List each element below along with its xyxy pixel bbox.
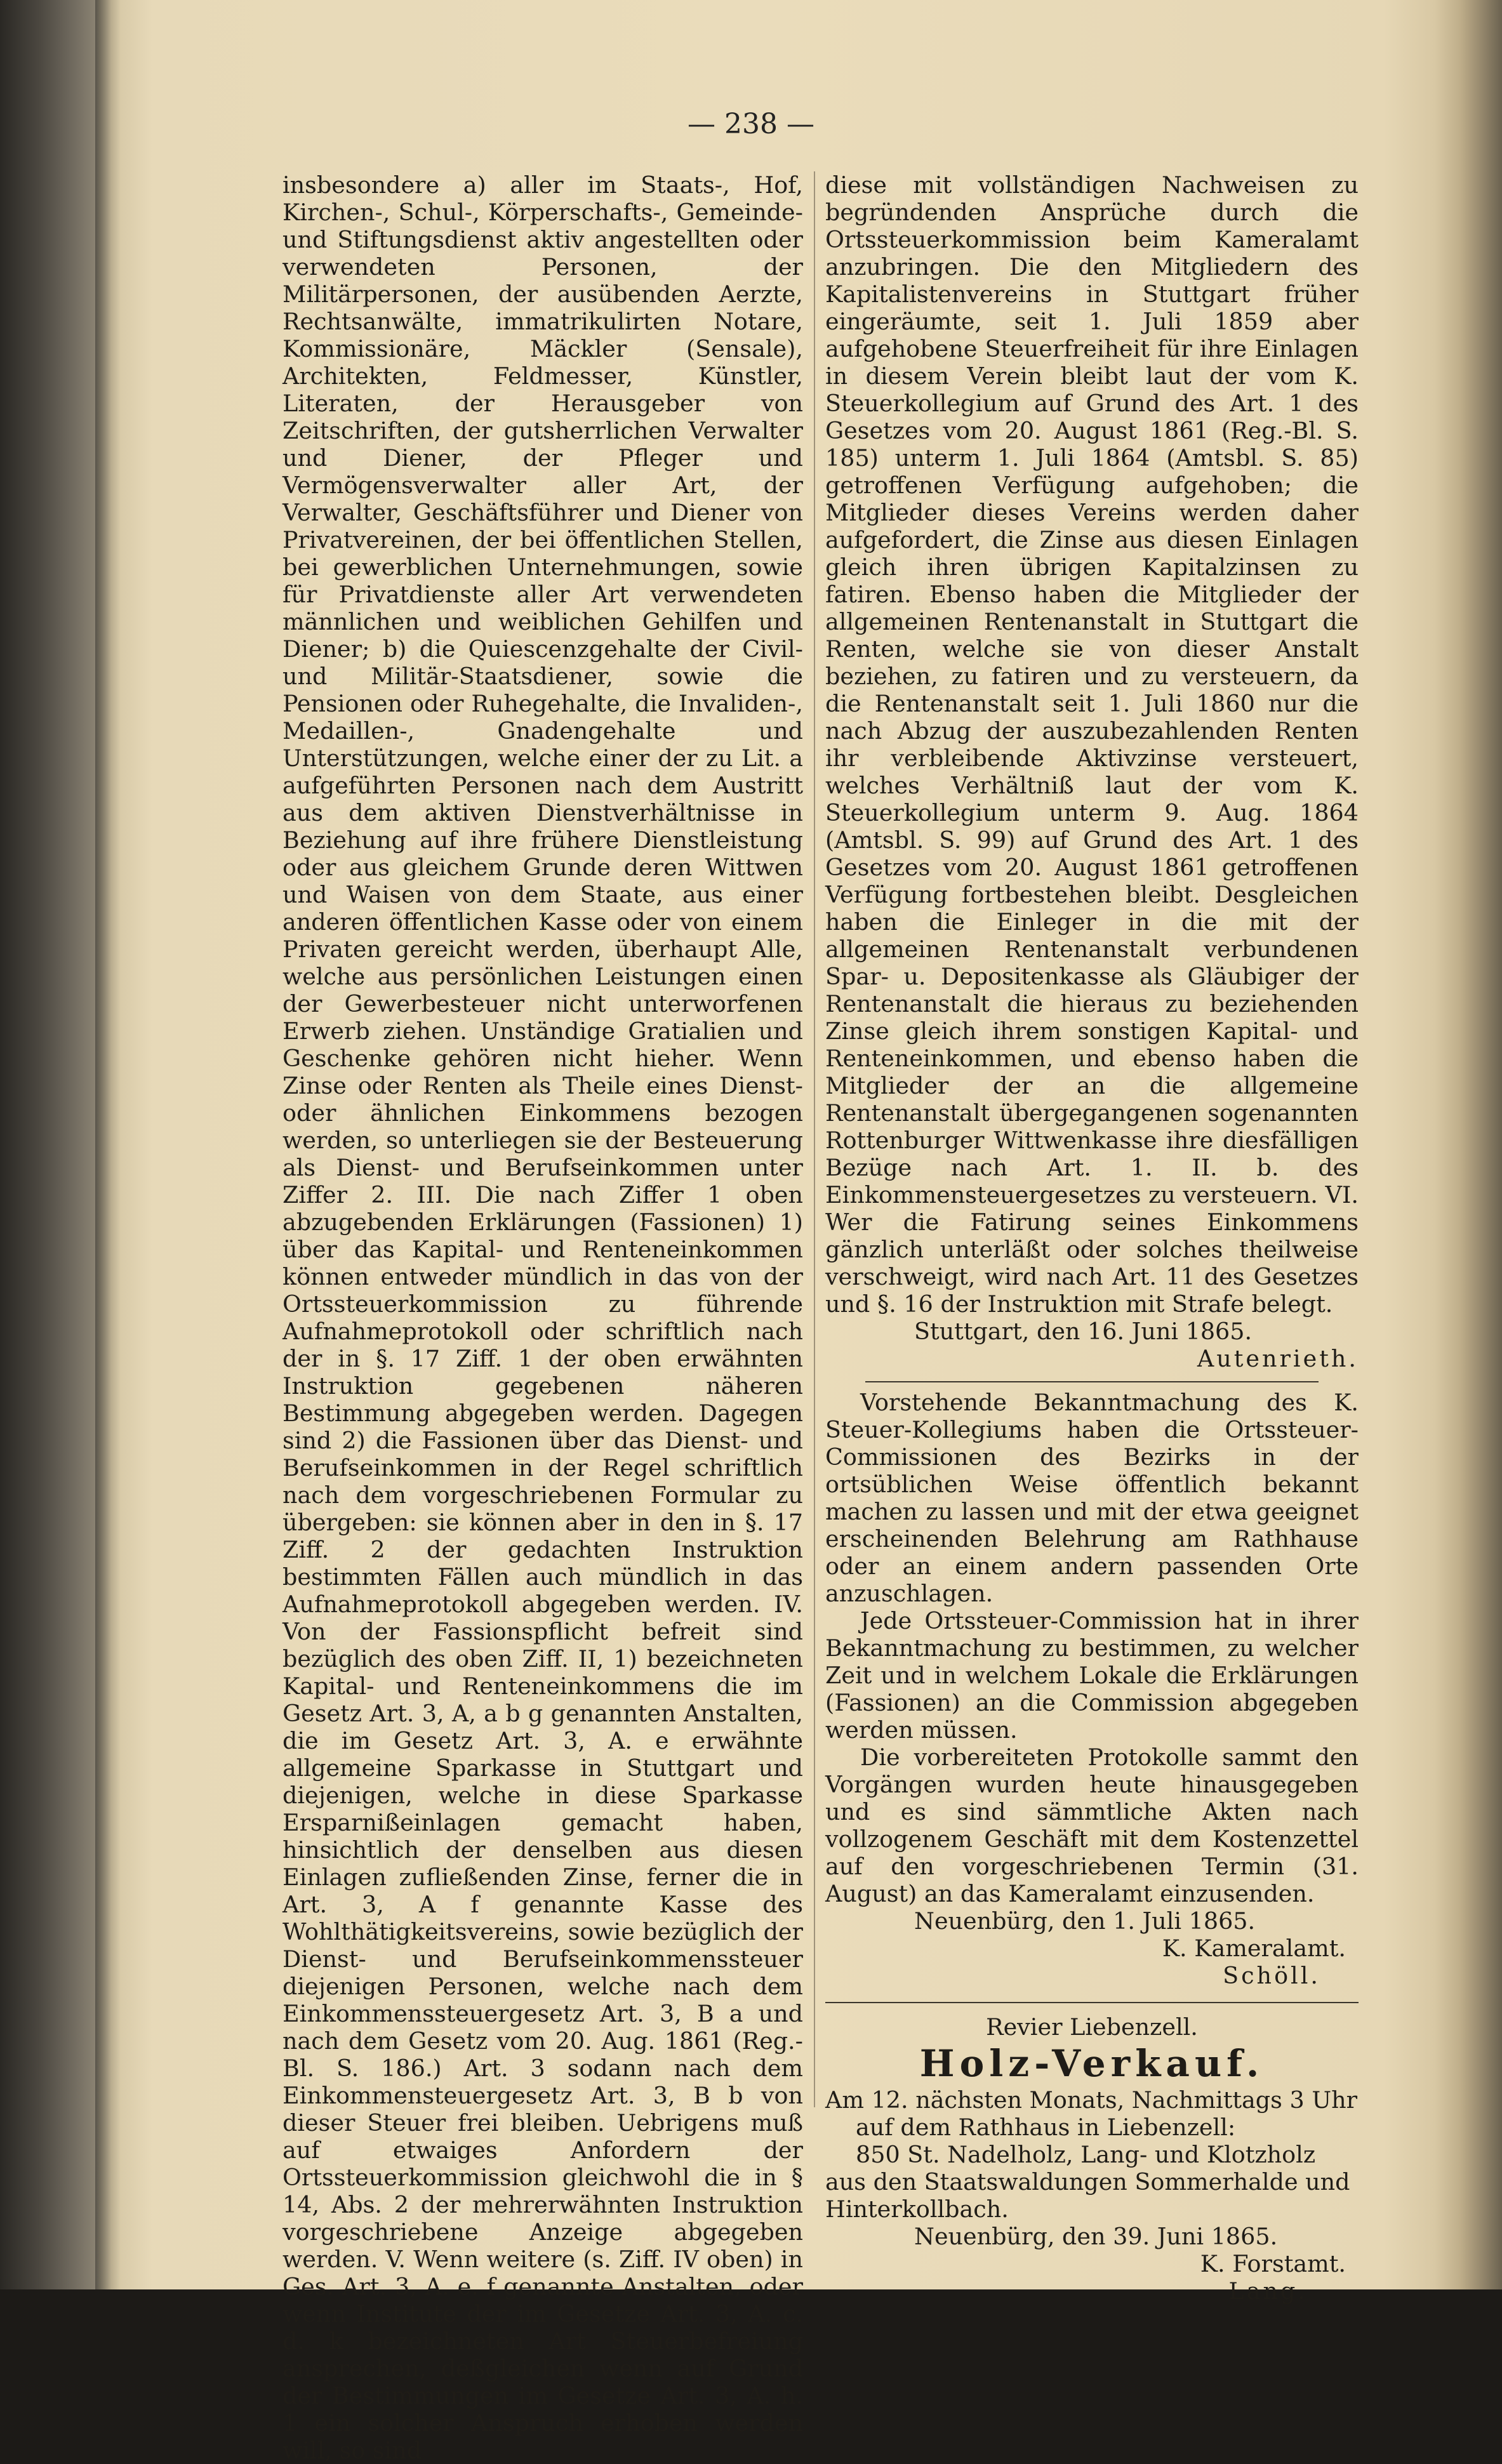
office-kameralamt: K. Kameralamt. [1162,1935,1346,1962]
sale-title: Holz-Verkauf. [919,2042,1265,2085]
page-number: — 238 — [688,108,814,140]
notice-header: Revier Liebenzell. [986,2013,1198,2041]
paragraph-announcement: Vorstehende Bekanntmachung des K. Steuer-Kollegiums haben die Ortssteuer-Commissionen des Bezirks in der ortsüblichen Weise öffentlich bekannt machen zu lassen und mit der etwa geeignet erscheinenden Belehrung am Rathhause oder an einem andern passenden Orte anzuschlagen. [825,1389,1359,1607]
place-date-neuenbuerg-2: Neuenbürg, den 39. Juni 1865. [914,2223,1278,2250]
signature-lang: Lang. [1228,2277,1308,2305]
left-column [282,171,803,2464]
right-column [825,171,1359,2305]
place-date-neuenbuerg: Neuenbürg, den 1. Juli 1865. [914,1907,1256,1935]
sale-line-3: 850 St. Nadelholz, Lang- und Klotzholz [856,2141,1316,2168]
place-date-stuttgart: Stuttgart, den 16. Juni 1865. [914,1318,1253,1345]
sale-line-1: Am 12. nächsten Monats, Nachmittags 3 Uhr [825,2086,1358,2114]
sale-line-4: aus den Staatswaldungen Sommerhalde und [825,2168,1350,2196]
office-forstamt: K. Forstamt. [1200,2250,1346,2277]
paragraph-commission: Jede Ortssteuer-Commission hat in ihrer Bekanntmachung zu bestimmen, zu welcher Zeit und in welchem Lokale die Erklärungen (Fassionen) an die Commission abgegeben werden müssen. [825,1607,1359,1744]
paragraph-protocols: Die vorbereiteten Protokolle sammt den Vorgängen wurden heute hinausgegeben und es sind sämmtliche Akten nach vollzogenem Geschäft mit dem Kostenzettel auf den vorgeschriebenen Termin (31. August) an das Kameralamt einzusenden. [825,1744,1359,1907]
section-rule [825,2002,1359,2003]
sale-line-2: auf dem Rathhaus in Liebenzell: [856,2114,1236,2141]
signature-autenrieth: Autenrieth. [1197,1345,1359,1372]
left-column-text: insbesondere a) aller im Staats-, Hof, Kirchen-, Schul-, Körperschafts-, Gemeinde- und Stiftungsdienst aktiv angestellten oder verwendeten Personen, der Militärpersonen, der ausübenden Aerzte, Rechtsanwälte, immatrikulirten Notare, Kommissionäre, Mäckler (Sensale), Architekten, Feldmesser, Künstler, Literaten, der Herausgeber von Zeitschriften, der gutsherrlichen Verwalter und Diener, der Pfleger und Vermögensverwalter aller Art, der Verwalter, Geschäftsführer und Diener von Privatvereinen, der bei öffentlichen Stellen, bei gewerblichen Unternehmungen, sowie für Privatdienste aller Art verwendeten männlichen und weiblichen Gehilfen und Diener; b) die Quiescenzgehalte der Civil- und Militär-Staatsdiener, sowie die Pensionen oder Ruhegehalte, die Invaliden-, Medaillen-, Gnadengehalte und Unterstützungen, welche einer der zu Lit. a aufgeführten Personen nach dem Austritt aus dem aktiven Dienstverhältnisse in Beziehung auf ihre frühere Dienstleistung oder aus gleichem Grunde deren Wittwen und Waisen von dem Staate, aus einer anderen öffentlichen Kasse oder von einem Privaten gereicht werden, überhaupt Alle, welche aus persönlichen Leistungen einen der Gewerbesteuer nicht unterworfenen Erwerb ziehen. Unständige Gratialien und Geschenke gehören nicht hieher. Wenn Zinse oder Renten als Theile eines Dienst- oder ähnlichen Einkommens bezogen werden, so unterliegen sie der Besteuerung als Dienst- und Berufseinkommen unter Ziffer 2. III. Die nach Ziffer 1 oben abzugebenden Erklärungen (Fassionen) 1) über das Kapital- und Renteneinkommen können entweder mündlich in das von der Ortssteuerkommission zu führende Aufnahmeprotokoll oder schriftlich nach der in §. 17 Ziff. 1 der oben erwähnten Instruktion gegebenen näheren Bestimmung abgegeben werden. Dagegen sind 2) die Fassionen über das Dienst- und Berufseinkommen in der Regel schriftlich nach dem vorgeschriebenen Formular zu übergeben: sie können aber in den in §. 17 Ziff. 2 der gedachten Instruktion bestimmten Fällen auch mündlich in das Aufnahmeprotokoll abgegeben werden. IV. Von der Fassionspflicht befreit sind bezüglich des oben Ziff. II, 1) bezeichneten Kapital- und Renteneinkommens die im Gesetz Art. 3, A, a b g genannten Anstalten, die im Gesetz Art. 3, A. e erwähnte allgemeine Sparkasse in Stuttgart und diejenigen, welche in diese Sparkasse Ersparnißeinlagen gemacht haben, hinsichtlich der denselben aus diesen Einlagen zufließenden Zinse, ferner die in Art. 3, A f genannte Kasse des Wohlthätigkeitsvereins, sowie bezüglich der Dienst- und Berufseinkommenssteuer diejenigen Personen, welche nach dem Einkommenssteuergesetz Art. 3, B a und nach dem Gesetz vom 20. Aug. 1861 (Reg.-Bl. S. 186.) Art. 3 sodann nach dem Einkommensteuergesetz Art. 3, B b von dieser Steuer frei bleiben. Uebrigens muß auf etwaiges Anfordern der Ortssteuerkommission gleichwohl die in § 14, Abs. 2 der mehrerwähnten Instruktion vorgeschriebene Anzeige abgegeben werden. V. Wenn weitere (s. Ziff. IV oben) in Ges. Art. 3, A. e. f genannte Anstalten, oder wenn Institute der im Gesetze Art. 3, A. c. d. k bezeichneten Art Steuerbefreiung ansprechen, deßgleichen wenn auf Grund der Bestimmungen im Gesetze Art. 3, A. h. 1 ein solcher Anspruch erhoben werden will, so sind [282,171,803,2464]
short-rule [865,1381,1319,1382]
gutter-shadow [95,0,121,2289]
column-divider [814,171,815,2107]
sale-line-5: Hinterkollbach. [825,2196,1009,2223]
signature-schoell: Schöll. [1223,1962,1320,1989]
right-column-continuation: diese mit vollständigen Nachweisen zu begründenden Ansprüche durch die Ortssteuerkommission beim Kameralamt anzubringen. Die den Mitgliedern des Kapitalistenvereins in Stuttgart früher eingeräumte, seit 1. Juli 1859 aber aufgehobene Steuerfreiheit für ihre Einlagen in diesem Verein bleibt laut der vom K. Steuerkollegium auf Grund des Art. 1 des Gesetzes vom 20. August 1861 (Reg.-Bl. S. 185) unterm 1. Juli 1864 (Amtsbl. S. 85) getroffenen Verfügung aufgehoben; die Mitglieder dieses Vereins werden daher aufgefordert, die Zinse aus diesen Einlagen gleich ihren übrigen Kapitalzinsen zu fatiren. Ebenso haben die Mitglieder der allgemeinen Rentenanstalt in Stuttgart die Renten, welche sie von dieser Anstalt beziehen, zu fatiren und zu versteuern, da die Rentenanstalt seit 1. Juli 1860 nur die nach Abzug der auszubezahlenden Renten ihr verbleibende Aktivzinse versteuert, welches Verhältniß laut der vom K. Steuerkollegium unterm 9. Aug. 1864 (Amtsbl. S. 99) auf Grund des Art. 1 des Gesetzes vom 20. August 1861 getroffenen Verfügung fortbestehen bleibt. Desgleichen haben die Einleger in die mit der allgemeinen Rentenanstalt verbundenen Spar- u. Depositenkasse als Gläubiger der Rentenanstalt die hieraus zu beziehenden Zinse gleich ihrem sonstigen Kapital- und Renteneinkommen, und ebenso haben die Mitglieder der an die allgemeine Rentenanstalt übergegangenen sogenannten Rottenburger Wittwenkasse ihre diesfälligen Bezüge nach Art. 1. II. b. des Einkommensteuergesetzes zu versteuern. VI. Wer die Fatirung seines Einkommens gänzlich unterläßt oder solches theilweise verschweigt, wird nach Art. 11 des Gesetzes und §. 16 der Instruktion mit Strafe belegt. [825,171,1359,1318]
